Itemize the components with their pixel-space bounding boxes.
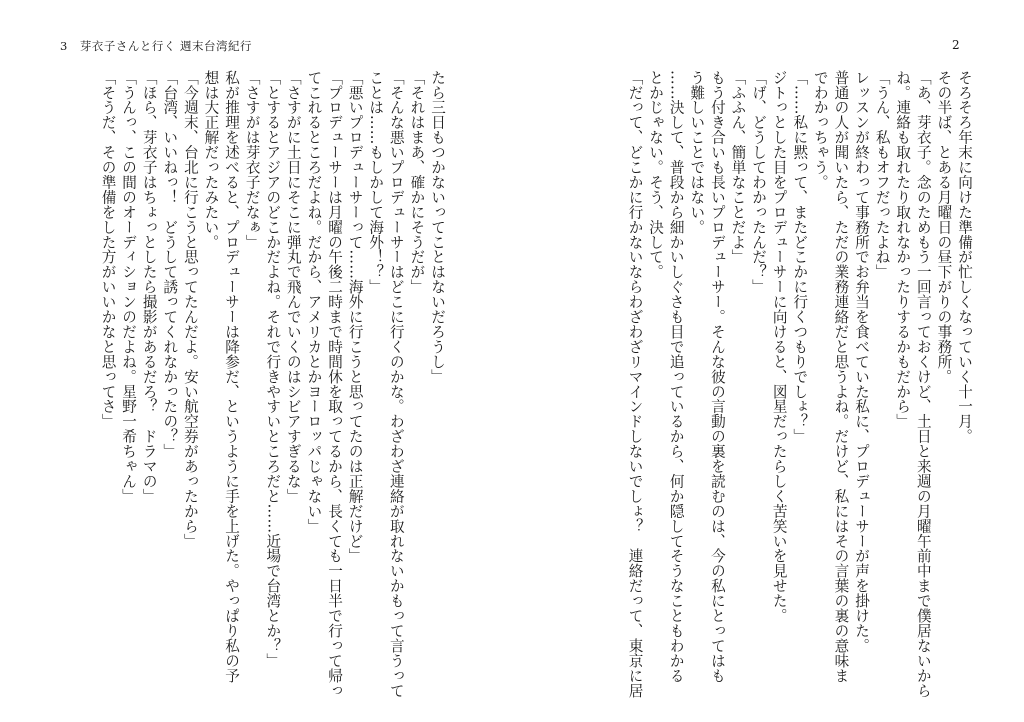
text-line: 私が推理を述べると、プロデューサーは降参だ、というように手を上げた。やっぱり私の予: [223, 70, 241, 683]
text-line: ね。連絡も取れたり取れなかったりするかもだから」: [894, 70, 912, 429]
left-page: [52, 70, 447, 710]
text-line: 「うん、私もオフだったよね」: [873, 70, 891, 280]
text-line: 「そんな悪いプロデューサーはどこに行くのかな。わざわざ連絡が取れないかもって言うって: [387, 70, 405, 698]
text-line: とかじゃない。そう、決して。: [647, 70, 665, 280]
text-line: 「……私に黙って、またどこかに行くつもりでしょ？」: [791, 70, 809, 444]
text-line: う難しいことではない。: [688, 70, 706, 235]
text-line: 「だって、どこかに行かないならわざわざリマインドしないでしょ？ 連絡だって、東京に居: [626, 70, 644, 698]
text-line: ジトっとした目をプロデューサーに向けると、図星だったらしく苦笑いを見せた。: [770, 70, 788, 624]
right-page: [580, 70, 974, 710]
text-line: 「悪いプロデューサーって……海外に行こうと思ってたのは正解だけど」: [346, 70, 364, 564]
text-line: てこれるところだよね。だから、アメリカとかヨーロッパじゃない」: [305, 70, 323, 534]
text-line: 「ほら、芽衣子はちょっとしたら撮影があるだろ？ ドラマの」: [140, 70, 158, 504]
text-line: 「あ、芽衣子。念のためもう一回言っておくけど、土日と来週の月曜午前中まで僕居ないから: [914, 70, 932, 698]
text-line: 「今週末、台北に行こうと思ってたんだよ。安い航空券があったから」: [181, 70, 199, 549]
text-line: 「ふふん、簡単なことだよ」: [729, 70, 747, 265]
text-line: 想は大正解だったみたい。: [202, 70, 220, 250]
text-line: 普通の人が聞いたら、ただの業務連絡だと思うよね。だけど、私にはその言葉の裏の意味ま: [832, 70, 850, 683]
text-line: そろそろ年末に向けた準備が忙しくなっていく十一月。: [956, 70, 973, 444]
page-number-right: 2: [952, 38, 960, 52]
text-line: 「それはまあ、確かにそうだが」: [408, 70, 426, 295]
text-line: その半ば、とある月曜日の昼下がりの事務所。: [935, 70, 953, 384]
text-line: 「さすがは芽衣子だなぁ」: [243, 70, 261, 250]
text-line: 「台湾、いいねっ！ どうして誘ってくれなかったの？」: [161, 70, 179, 459]
text-line: 「げ、どうしてわかったんだ？」: [750, 70, 768, 295]
text-line: 「さすがに土日にそこに弾丸で飛んでいくのはシビアすぎるな」: [284, 70, 302, 504]
text-line: でわかっちゃう。: [811, 70, 829, 190]
text-line: 「そうだ、その準備をした方がいいかなと思ってさ」: [99, 70, 117, 429]
text-line: 「プロデューサーは月曜の午後二時まで時間休を取ってるから、長くても一日半で行って帰っ: [326, 70, 344, 698]
text-line: 「うんっ、この間のオーディションのだよね。星野一希ちゃん」: [120, 70, 138, 504]
text-line: ことは……もしかして海外！？」: [367, 70, 385, 295]
text-line: レッスンが終わって事務所でお弁当を食べていた私に、プロデューサーが声を掛けた。: [853, 70, 871, 654]
running-head: 3 芽衣子さんと行く 週末台湾紀行: [60, 39, 252, 53]
text-line: たら三日もつかないってことはないだろうし」: [429, 70, 446, 384]
text-line: もう付き合いも長いプロデューサー。そんな彼の言動の裏を読むのは、今の私にとってはも: [708, 70, 726, 683]
text-line: 「とするとアジアのどこかだよね。それで行きやすいところだと……近場で台湾とか？」: [264, 70, 282, 668]
text-line: ……決して、普段から細かいしぐさも目で追っているから、何か隠してそうなこともわかる: [667, 70, 685, 683]
